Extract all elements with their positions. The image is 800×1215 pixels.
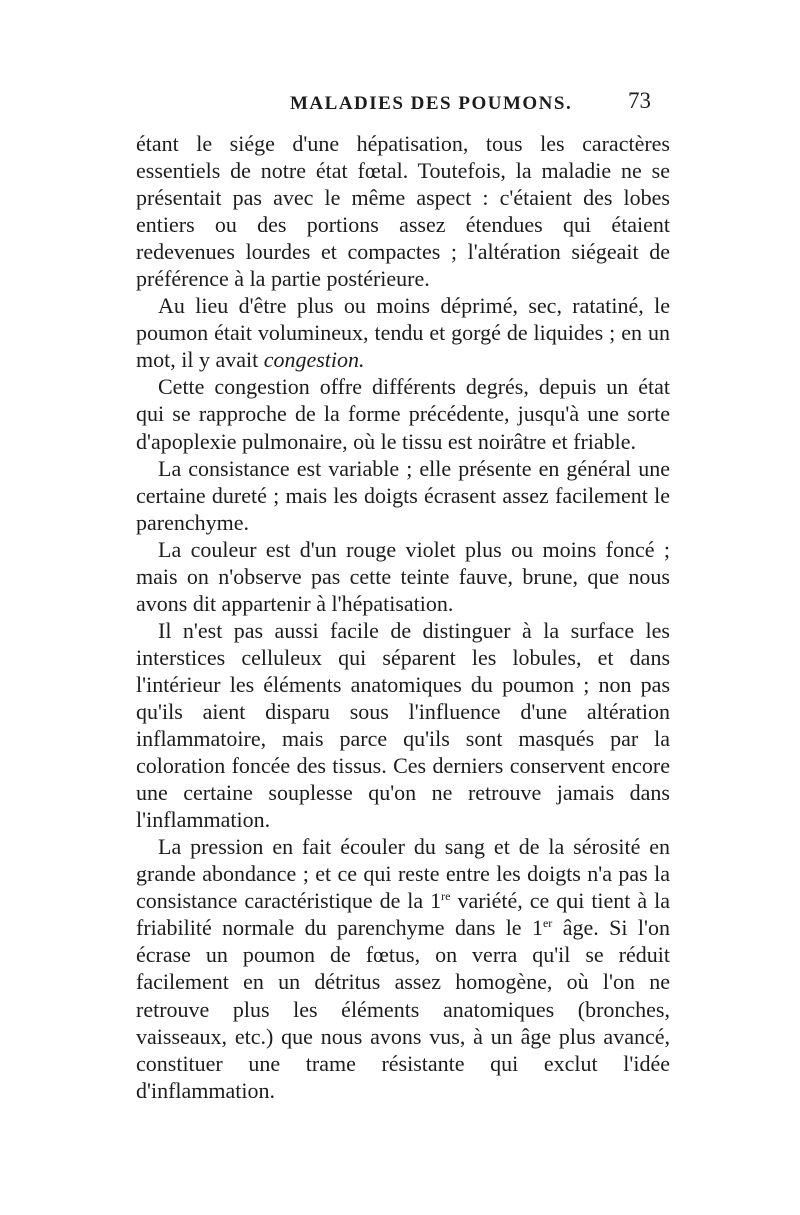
paragraph-6: Il n'est pas aussi facile de distinguer à la surface les interstices celluleux qui séparent les lobules, et dans l'intérieur les éléments anatomiques du poumon ; non pas qu'ils aient disparu sous l'influence d'une altération inflammatoire, mais parce qu'ils sont masqués par la coloration foncée des tissus. Ces derniers conservent encore une certaine souplesse qu'on ne retrouve jamais dans l'inflammation. — [136, 617, 670, 833]
paragraph-2 — [136, 292, 670, 373]
paragraph-1: étant le siége d'une hépatisation, tous les caractères essentiels de notre état fœtal. Toutefois, la maladie ne se présentait pas avec le même aspect : c'étaient des lobes entiers ou des portions assez étendues qui étaient redevenues lourdes et compactes ; l'altération siégeait de préférence à la partie postérieure. — [136, 131, 670, 292]
paragraph-4: La consistance est variable ; elle présente en général une certaine dureté ; mais les doigts écrasent assez facilement le parenchyme. — [136, 455, 670, 535]
paragraph-5: La couleur est d'un rouge violet plus ou moins foncé ; mais on n'observe pas cette teinte fauve, brune, que nous avons dit appartenir à l'hépatisation. — [136, 536, 670, 616]
paragraph-7-part-b: variété, ce qui tient à la friabilité normale du parenchyme dans le 1 — [136, 888, 670, 941]
ordinal-superscript: re — [441, 889, 451, 904]
body-text — [136, 130, 670, 1104]
page-number: 73 — [628, 88, 651, 113]
paragraph-7 — [136, 833, 670, 1103]
paragraph-2-text: Au lieu d'être plus ou moins déprimé, sec, ratatiné, le poumon était volumineux, tendu et gorgé de liquides ; en un mot, il y avait — [136, 293, 670, 373]
running-title: MALADIES DES POUMONS. — [290, 93, 573, 114]
paragraph-7-part-a: La pression en fait écouler du sang et de la sérosité en grande abondance ; et ce qui reste entre les doigts n'a pas la consistance caractéristique de la 1 — [136, 834, 670, 914]
paragraph-7-part-c: âge. Si l'on écrase un poumon de fœtus, on verra qu'il se réduit facilement en un détritus assez homogène, où l'on ne retrouve plus les éléments anatomiques (bronches, vaisseaux, etc.) que nous avons vus, à un âge plus avancé, constituer une trame résistante qui exclut l'idée d'inflammation. — [136, 915, 670, 1103]
paragraph-3: Cette congestion offre différents degrés, depuis un état qui se rapproche de la forme précédente, jusqu'à une sorte d'apoplexie pulmonaire, où le tissu est noirâtre et friable. — [136, 374, 670, 454]
ordinal-superscript: er — [542, 916, 553, 931]
paragraph-2-italic: congestion. — [263, 347, 365, 373]
